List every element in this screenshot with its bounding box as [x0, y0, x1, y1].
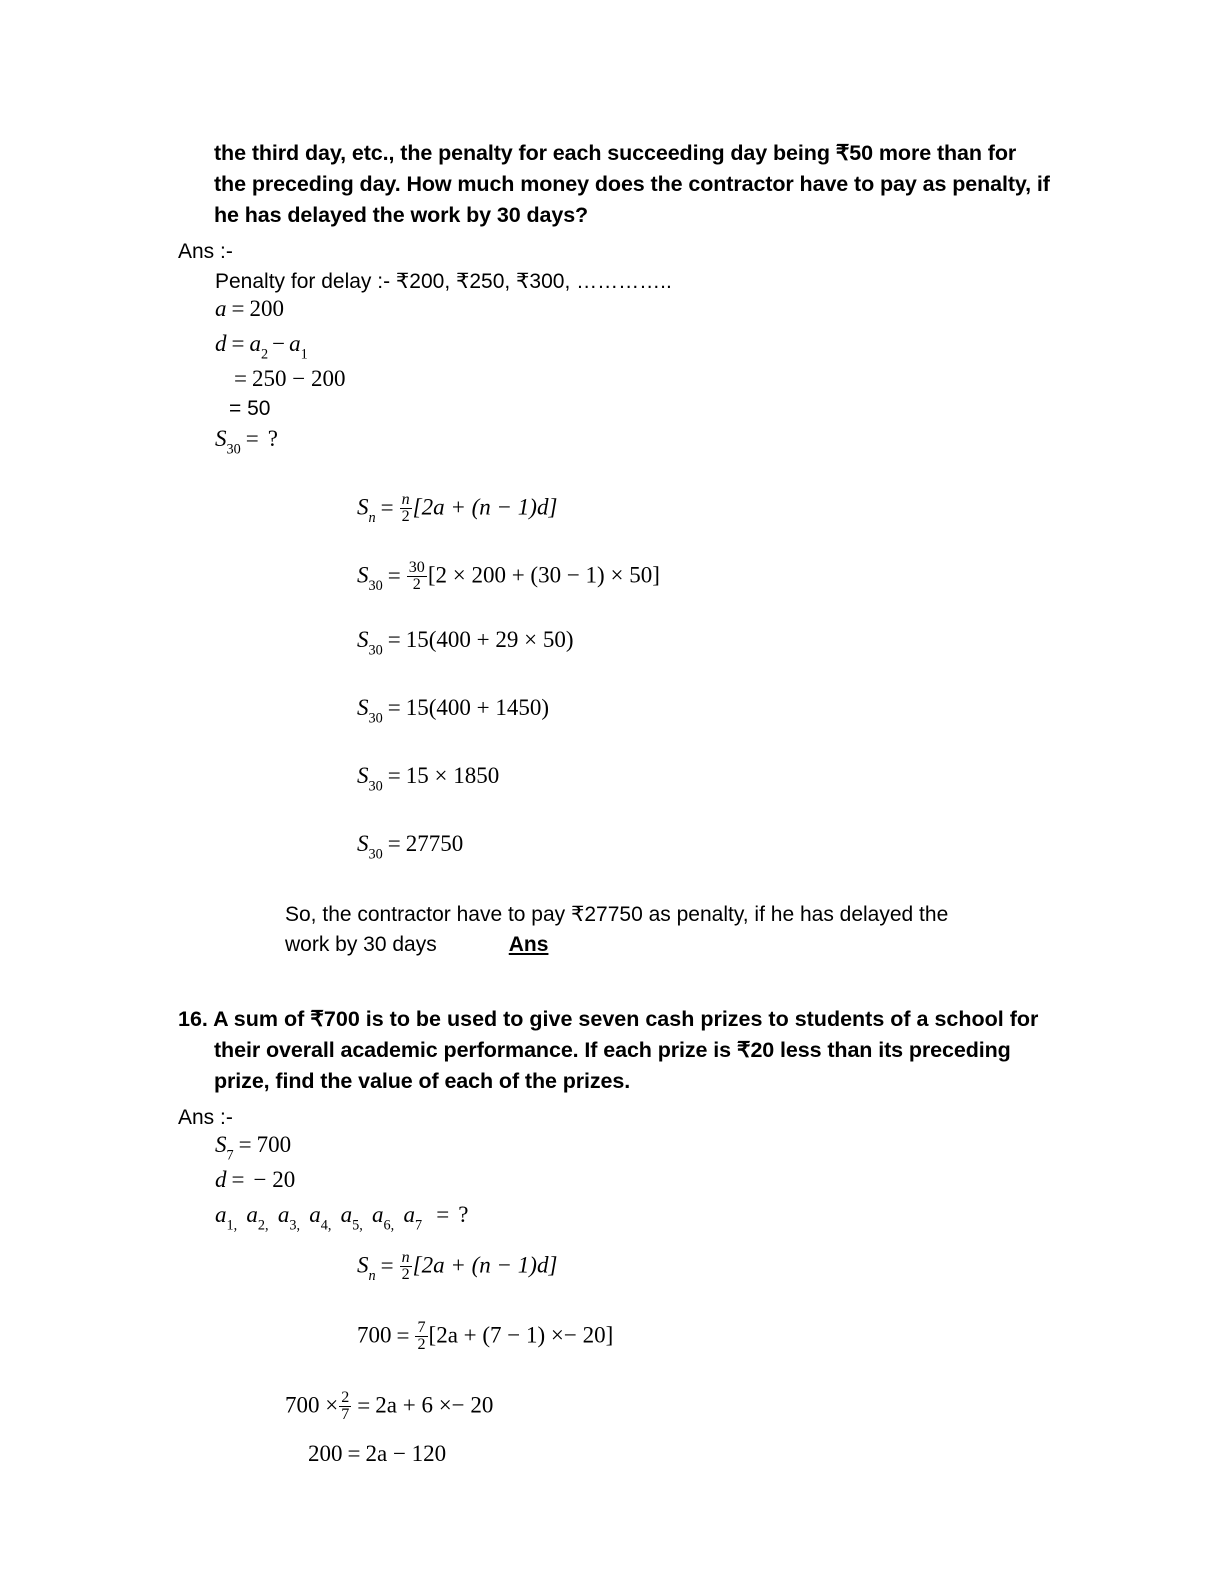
- denominator: 7: [341, 1406, 350, 1424]
- numerator: 7: [417, 1319, 426, 1336]
- subscript-6: 6,: [383, 1217, 395, 1234]
- lhs-value: 700: [357, 1322, 392, 1348]
- q15-continuation-line-2: the preceding day. How much money does the contractor have to pay as penalty, if: [214, 172, 1050, 196]
- equals-sign: =: [347, 1441, 361, 1466]
- q15-continuation-line-3: he has delayed the work by 30 days?: [214, 203, 589, 227]
- S-symbol: S: [357, 763, 369, 788]
- subscript-4: 4,: [320, 1217, 332, 1234]
- unknown-value: ?: [458, 1202, 469, 1227]
- ans-marker: Ans: [508, 933, 549, 956]
- d-symbol: d: [215, 331, 227, 356]
- equals-sign: =: [387, 831, 401, 856]
- q15-continuation-line-1: the third day, etc., the penalty for each succeeding day being ₹50 more than for: [214, 141, 1017, 165]
- q15-ans-label: Ans :-: [178, 240, 233, 263]
- q15-eq-step-1: [357, 560, 1070, 628]
- numerator: n: [401, 1249, 410, 1266]
- term-a4: [309, 1202, 332, 1234]
- d-subtraction: 250 − 200: [251, 366, 346, 391]
- q16-ans-label: Ans :-: [178, 1106, 233, 1129]
- denominator: 2: [401, 508, 410, 526]
- subscript-30: 30: [368, 642, 383, 659]
- equals-sign: =: [380, 1252, 394, 1278]
- q16-given-terms: [215, 1203, 1070, 1238]
- q16-eq-formula: [357, 1250, 1070, 1320]
- subscript-n: n: [368, 510, 376, 527]
- lhs-value: 200: [308, 1441, 343, 1466]
- subscript-30: 30: [368, 846, 383, 863]
- equals-sign: =: [231, 331, 245, 356]
- S-symbol: S: [357, 695, 369, 720]
- final-answer-value: 27750: [405, 831, 464, 856]
- q15-given-d: [215, 332, 1070, 367]
- q16-text: A sum of ₹700 is to be used to give seven cash prizes to students of a school for: [213, 1007, 1039, 1031]
- a-symbol: a: [309, 1202, 321, 1227]
- a-symbol: a: [249, 331, 261, 356]
- bracket-expression: [2 × 200 + (30 − 1) × 50]: [427, 562, 660, 588]
- fraction-n-over-2: [400, 1250, 412, 1284]
- S-symbol: S: [357, 562, 369, 588]
- minus-sign: −: [272, 331, 286, 356]
- subscript-30: 30: [368, 710, 383, 727]
- subscript-n: n: [368, 1268, 376, 1285]
- d-symbol: d: [215, 1167, 227, 1192]
- subscript-1: 1: [300, 346, 308, 363]
- lhs-expression: 700 ×: [285, 1392, 339, 1418]
- a-symbol: a: [215, 296, 227, 321]
- unknown-value: ?: [267, 426, 278, 451]
- fraction-7-over-2: [415, 1320, 427, 1354]
- equals-sign: =: [436, 1202, 450, 1227]
- q16-given-s7: [215, 1133, 1070, 1168]
- q15-conclusion-line-1: So, the contractor have to pay ₹27750 as penalty, if he has delayed the: [285, 903, 949, 926]
- q16-eq-step-1: [357, 1320, 1070, 1390]
- term-a5: [340, 1202, 363, 1234]
- numerator: 30: [408, 559, 425, 576]
- equals-sign: =: [231, 1167, 245, 1192]
- equals-sign: =: [357, 1392, 371, 1418]
- bracket-expression: [2a + (7 − 1) ×− 20]: [428, 1322, 614, 1348]
- q15-penalty-sequence: Penalty for delay :- ₹200, ₹250, ₹300, …………..: [215, 270, 672, 293]
- expression: 15 × 1850: [405, 763, 500, 788]
- a-symbol: a: [246, 1202, 258, 1227]
- subscript-1: 1,: [226, 1217, 238, 1234]
- d-result: = 50: [229, 397, 271, 420]
- equals-sign: =: [387, 695, 401, 720]
- fraction-n-over-2: [400, 492, 412, 526]
- a-symbol: a: [289, 331, 301, 356]
- equals-sign: =: [245, 426, 259, 451]
- q15-given-d-step2: [229, 397, 1070, 427]
- equals-sign: =: [387, 627, 401, 652]
- term-a1: [215, 1202, 238, 1234]
- numerator: 2: [341, 1389, 350, 1406]
- expression: 15(400 + 29 × 50): [405, 627, 574, 652]
- S-symbol: S: [357, 627, 369, 652]
- subscript-30: 30: [368, 778, 383, 795]
- S-symbol: S: [357, 1252, 369, 1278]
- S-symbol: S: [357, 831, 369, 856]
- S7-value: 700: [256, 1132, 292, 1157]
- bracket-expression: [2a + (n − 1)d]: [412, 494, 558, 520]
- rhs-expression: 2a + 6 ×− 20: [375, 1392, 494, 1418]
- q15-conclusion-line-2: [285, 930, 1005, 960]
- subscript-2: 2,: [257, 1217, 269, 1234]
- fraction-2-over-7: [339, 1390, 351, 1424]
- equals-sign: =: [396, 1322, 410, 1348]
- d-value: − 20: [253, 1167, 296, 1192]
- subscript-3: 3,: [289, 1217, 300, 1234]
- fraction-30-over-2: [407, 560, 427, 594]
- equals-sign: =: [234, 366, 247, 391]
- q15-eq-step-2: [357, 628, 1070, 696]
- q16-statement-line-3: prize, find the value of each of the prizes.: [214, 1069, 631, 1093]
- denominator: 2: [401, 1266, 410, 1284]
- bracket-expression: [2a + (n − 1)d]: [412, 1252, 558, 1278]
- q16-number: 16.: [178, 1007, 208, 1031]
- subscript-30: 30: [368, 578, 383, 595]
- a-symbol: a: [277, 1202, 290, 1227]
- q15-given-a: [215, 297, 1070, 332]
- q15-eq-step-3: [357, 696, 1070, 764]
- q15-given-s30: [215, 427, 1070, 462]
- term-a3: [277, 1202, 300, 1234]
- rhs-expression: 2a − 120: [365, 1441, 447, 1466]
- a-symbol: a: [215, 1202, 227, 1227]
- term-a7: [403, 1202, 423, 1234]
- S-symbol: S: [357, 494, 369, 520]
- page-content: [178, 138, 1070, 1482]
- question-16-block: [178, 1004, 1070, 1482]
- q15-eq-formula: [357, 492, 1070, 560]
- a-symbol: a: [372, 1202, 384, 1227]
- expression: 15(400 + 1450): [405, 695, 550, 720]
- equals-sign: =: [387, 763, 401, 788]
- equals-sign: =: [380, 494, 394, 520]
- conclusion-text: work by 30 days: [285, 933, 437, 956]
- q15-eq-step-4: [357, 764, 1070, 832]
- a-symbol: a: [403, 1202, 415, 1227]
- denominator: 2: [417, 1336, 426, 1354]
- S-symbol: S: [215, 426, 227, 451]
- equals-sign: =: [387, 562, 401, 588]
- denominator: 2: [407, 576, 427, 593]
- q16-statement-line-2: their overall academic performance. If each prize is ₹20 less than its preceding: [214, 1038, 1011, 1062]
- term-a6: [372, 1202, 395, 1234]
- q15-given-d-step1: [229, 367, 1070, 397]
- subscript-2: 2: [260, 346, 269, 363]
- term-a2: [246, 1202, 269, 1234]
- equals-sign: =: [238, 1132, 252, 1157]
- question-15-block: [178, 138, 1070, 960]
- q16-eq-step-2: [285, 1390, 1070, 1442]
- q16-eq-step-3: [308, 1442, 1070, 1482]
- subscript-30: 30: [226, 441, 241, 458]
- subscript-5: 5,: [352, 1217, 363, 1234]
- S-symbol: S: [215, 1132, 227, 1157]
- q15-eq-step-5: [357, 832, 1070, 900]
- subscript-7: 7: [226, 1147, 234, 1164]
- q16-statement-line-1: [178, 1004, 1070, 1035]
- a-symbol: a: [340, 1202, 353, 1227]
- numerator: n: [401, 491, 410, 508]
- subscript-7: 7: [414, 1217, 423, 1234]
- q16-given-d: [215, 1168, 1070, 1203]
- equals-sign: =: [231, 296, 245, 321]
- a-value: 200: [249, 296, 284, 321]
